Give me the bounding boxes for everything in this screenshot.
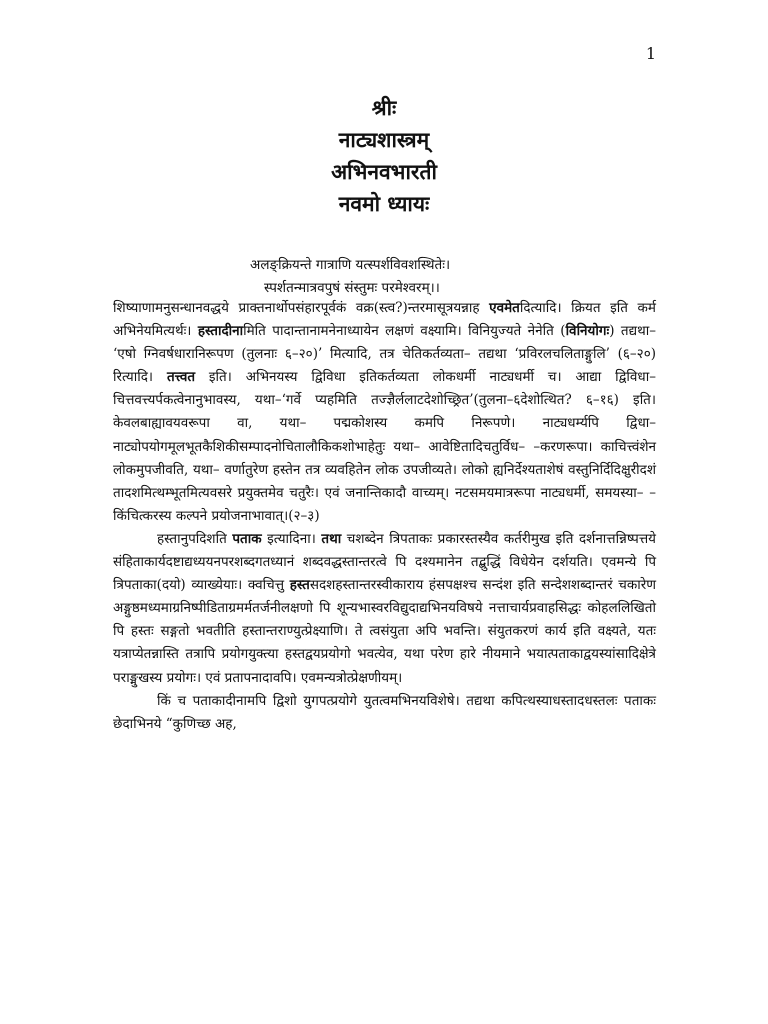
keyword-bold: तत्त्वत xyxy=(166,369,196,386)
text-run: इति। अभिनयस्य द्विविधा इतिकर्तव्यता लोकधर्मी नाट्यधर्मी च। आद्या द्विविधा– चित्तवत्त्यर्पकत्वेनानुभावस्य, यथा–‘गर्वे प्यहमिति तज्ज्ञैर्ललाटदेशोच्छ्रित’(तुलना–६देशोत्थित? ६–१६) इति। केवलबाह्यावयवरूपा वा, यथा– पद्मकोशस्य कमपि निरूपणे। नाट्यधर्म्यपि द्विधा– नाट्योपयोगमूलभूतकैशिकीसम्पादनोचितालौकिकशोभाहेतुः यथा– आवेष्टितादिचतुर्विध– –करणरूपा। काचित्त्वंशेन लोकमुपजीवति, यथा– वर्णातुरेण हस्तेन तत्र व्यवहितेन लोक उपजीव्यते। लोको ह्यनिर्देश्यताशेषं वस्तुनिर्दिदिक्षुरीदशं तादशमित्थम्भूतमित्यवसरे प्रयुक्तमेव चतुरैः। एवं जनान्तिकादौ वाच्यम्। नटसमयमात्ररूपा नाट्यधर्मी, समयस्या– –किंचित्करस्य कल्पने प्रयोजनाभावात्।(२–३) xyxy=(113,369,656,524)
paragraph-3 xyxy=(113,690,656,736)
text-run: हस्तानुपदिशति xyxy=(157,530,233,547)
text-run: दित्यादि। क्रियत इति कर्म अभिनेयमित्यर्थः। xyxy=(113,300,656,340)
keyword-bold: हस्त xyxy=(289,577,310,594)
paragraph-2 xyxy=(113,528,656,690)
text-run: मिति पादान्तानामनेनाध्यायेन लक्षणं वक्ष्यामि। विनियुज्यते नेनेति ( xyxy=(243,323,566,340)
keyword-bold: पताक xyxy=(232,530,262,547)
keyword-bold: एवमेत xyxy=(489,300,520,316)
title-block xyxy=(0,92,768,220)
text-run: किं च पताकादीनामपि द्विशो युगपत्प्रयोगे युतत्वमभिनयविशेषे। तद्यथा कपित्थस्याधस्तादधस्तलः पताकः छेदाभिनये “कुणिच्छ अह, xyxy=(113,692,656,732)
paragraph-1 xyxy=(113,297,656,528)
opening-verse xyxy=(250,254,450,300)
keyword-bold: विनियोगः xyxy=(565,323,610,340)
text-run: ) तद्यथा– ‘एषो ग्निवर्षधारानिरूपण (तुलनाः ६–२०)’ मित्यादि, तत्र चेतिकर्तव्यता– तद्यथा ‘प्रविरलचलिताङ्गुलि’ (६–२०) रित्यादि। xyxy=(113,323,656,386)
keyword-bold: तथा xyxy=(321,530,342,547)
text-run: चशब्देन त्रिपताकः प्रकारस्तस्यैव कर्तरीमुख इति दर्शनात्तन्निष्पत्तये संहिताकार्यदष्टाद्यध्ययनपरशब्दगतध्यानं शब्दवद्धस्तान्तरत्वे पि दश्यमानेन तद्बुद्धिं विधेयेन दर्शयति। एवमन्ये पि त्रिपताका(दयो) व्याख्येयाः। क्वचित्तु xyxy=(113,530,656,594)
text-run: इत्यादिना। xyxy=(261,530,322,547)
commentary-title: अभिनवभारती xyxy=(331,159,437,184)
invocation-title: श्रीः xyxy=(371,95,397,120)
work-title: नाट्यशास्त्रम् xyxy=(338,127,430,152)
verse-line-1: अलङ्क्रियन्ते गात्राणि यत्स्पर्शविवशस्थितेः। xyxy=(250,257,451,273)
keyword-bold: हस्तादीना xyxy=(197,323,244,340)
text-run: शिष्याणामनुसन्धानवद्धये प्राक्तनार्थोपसंहारपूर्वकं वक्र(स्त्व?)न्तरमासूत्रयन्नाह xyxy=(113,300,490,316)
text-run: सदशहस्तान्तरस्वीकाराय हंसपक्षश्च सन्दंश इति सन्देशशब्दान्तरं चकारेण अङ्गुष्ठमध्यमाग्रनिष्पीडिताग्रमर्मतर्जनीलक्षणो पि शून्यभास्वरविद्युदाद्यभिनयविषये नत्ताचार्यप्रवाहसिद्धः कोहललिखितो पि हस्तः सङ्गतो भवतीति हस्तान्तराण्युत्प्रेक्ष्याणि। ते त्वसंयुता अपि भवन्ति। संयुतकरणं कार्य इति वक्ष्यते, यतः यत्राप्येतन्नास्ति तत्रापि प्रयोगयुक्त्या हस्तद्वयप्रयोगो भवत्येव, यथा परेण हारे नीयमाने भयात्पताकाद्वयस्यांसादिक्षेत्रे पराङ्मुखस्य प्रयोगः। एवं प्रतापनादावपि। एवमन्यत्रोत्प्रेक्षणीयम्। xyxy=(113,577,656,686)
verse-line-2: स्पर्शतन्मात्रवपुषं संस्तुमः परमेश्वरम्।। xyxy=(264,280,440,296)
chapter-title: नवमो ध्यायः xyxy=(338,191,430,216)
page-number: 1 xyxy=(645,44,656,63)
commentary-body xyxy=(113,297,656,736)
